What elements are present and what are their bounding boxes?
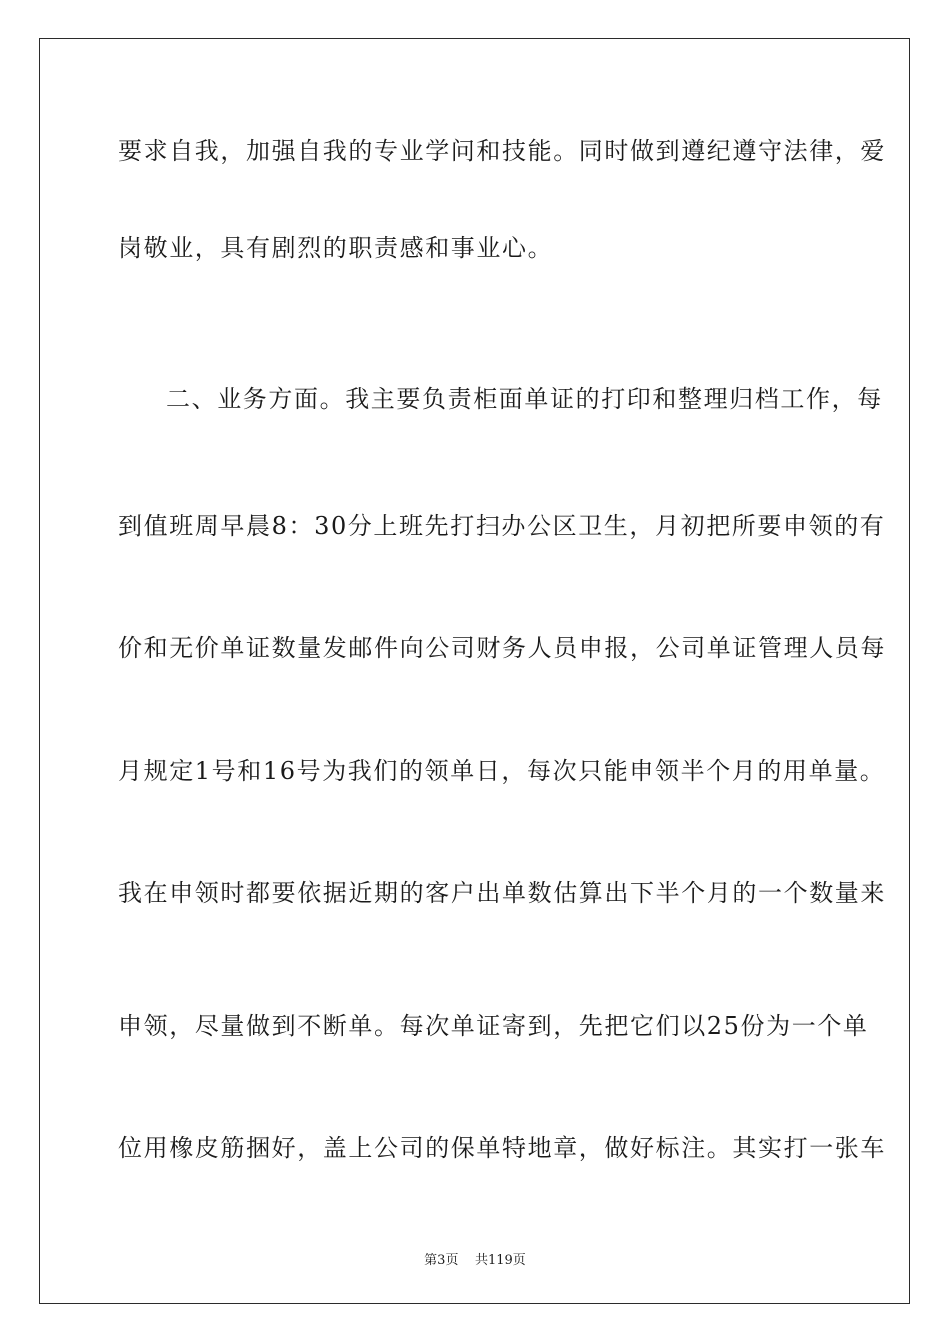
body-text-line: 月规定1号和16号为我们的领单日，每次只能申领半个月的用单量。: [118, 757, 886, 785]
body-text-line: 申领，尽量做到不断单。每次单证寄到，先把它们以25份为一个单: [118, 1012, 869, 1040]
body-text-line: 要求自我，加强自我的专业学问和技能。同时做到遵纪遵守法律，爱: [118, 137, 886, 165]
body-text-line: 我在申领时都要依据近期的客户出单数估算出下半个月的一个数量来: [118, 879, 886, 907]
page-number: 第3页: [424, 1253, 459, 1268]
paragraph-start-line: 二、业务方面。我主要负责柜面单证的打印和整理归档工作，每: [166, 385, 883, 413]
body-text-line: 位用橡皮筋捆好，盖上公司的保单特地章，做好标注。其实打一张车: [118, 1134, 886, 1162]
page-total: 共119页: [474, 1253, 526, 1268]
body-text-line: 价和无价单证数量发邮件向公司财务人员申报，公司单证管理人员每: [118, 634, 886, 662]
page-border: [39, 38, 910, 1304]
body-text-line: 到值班周早晨8：30分上班先打扫办公区卫生，月初把所要申领的有: [118, 512, 886, 540]
body-text-line: 岗敬业，具有剧烈的职责感和事业心。: [118, 234, 554, 262]
page-footer: [0, 1249, 950, 1268]
